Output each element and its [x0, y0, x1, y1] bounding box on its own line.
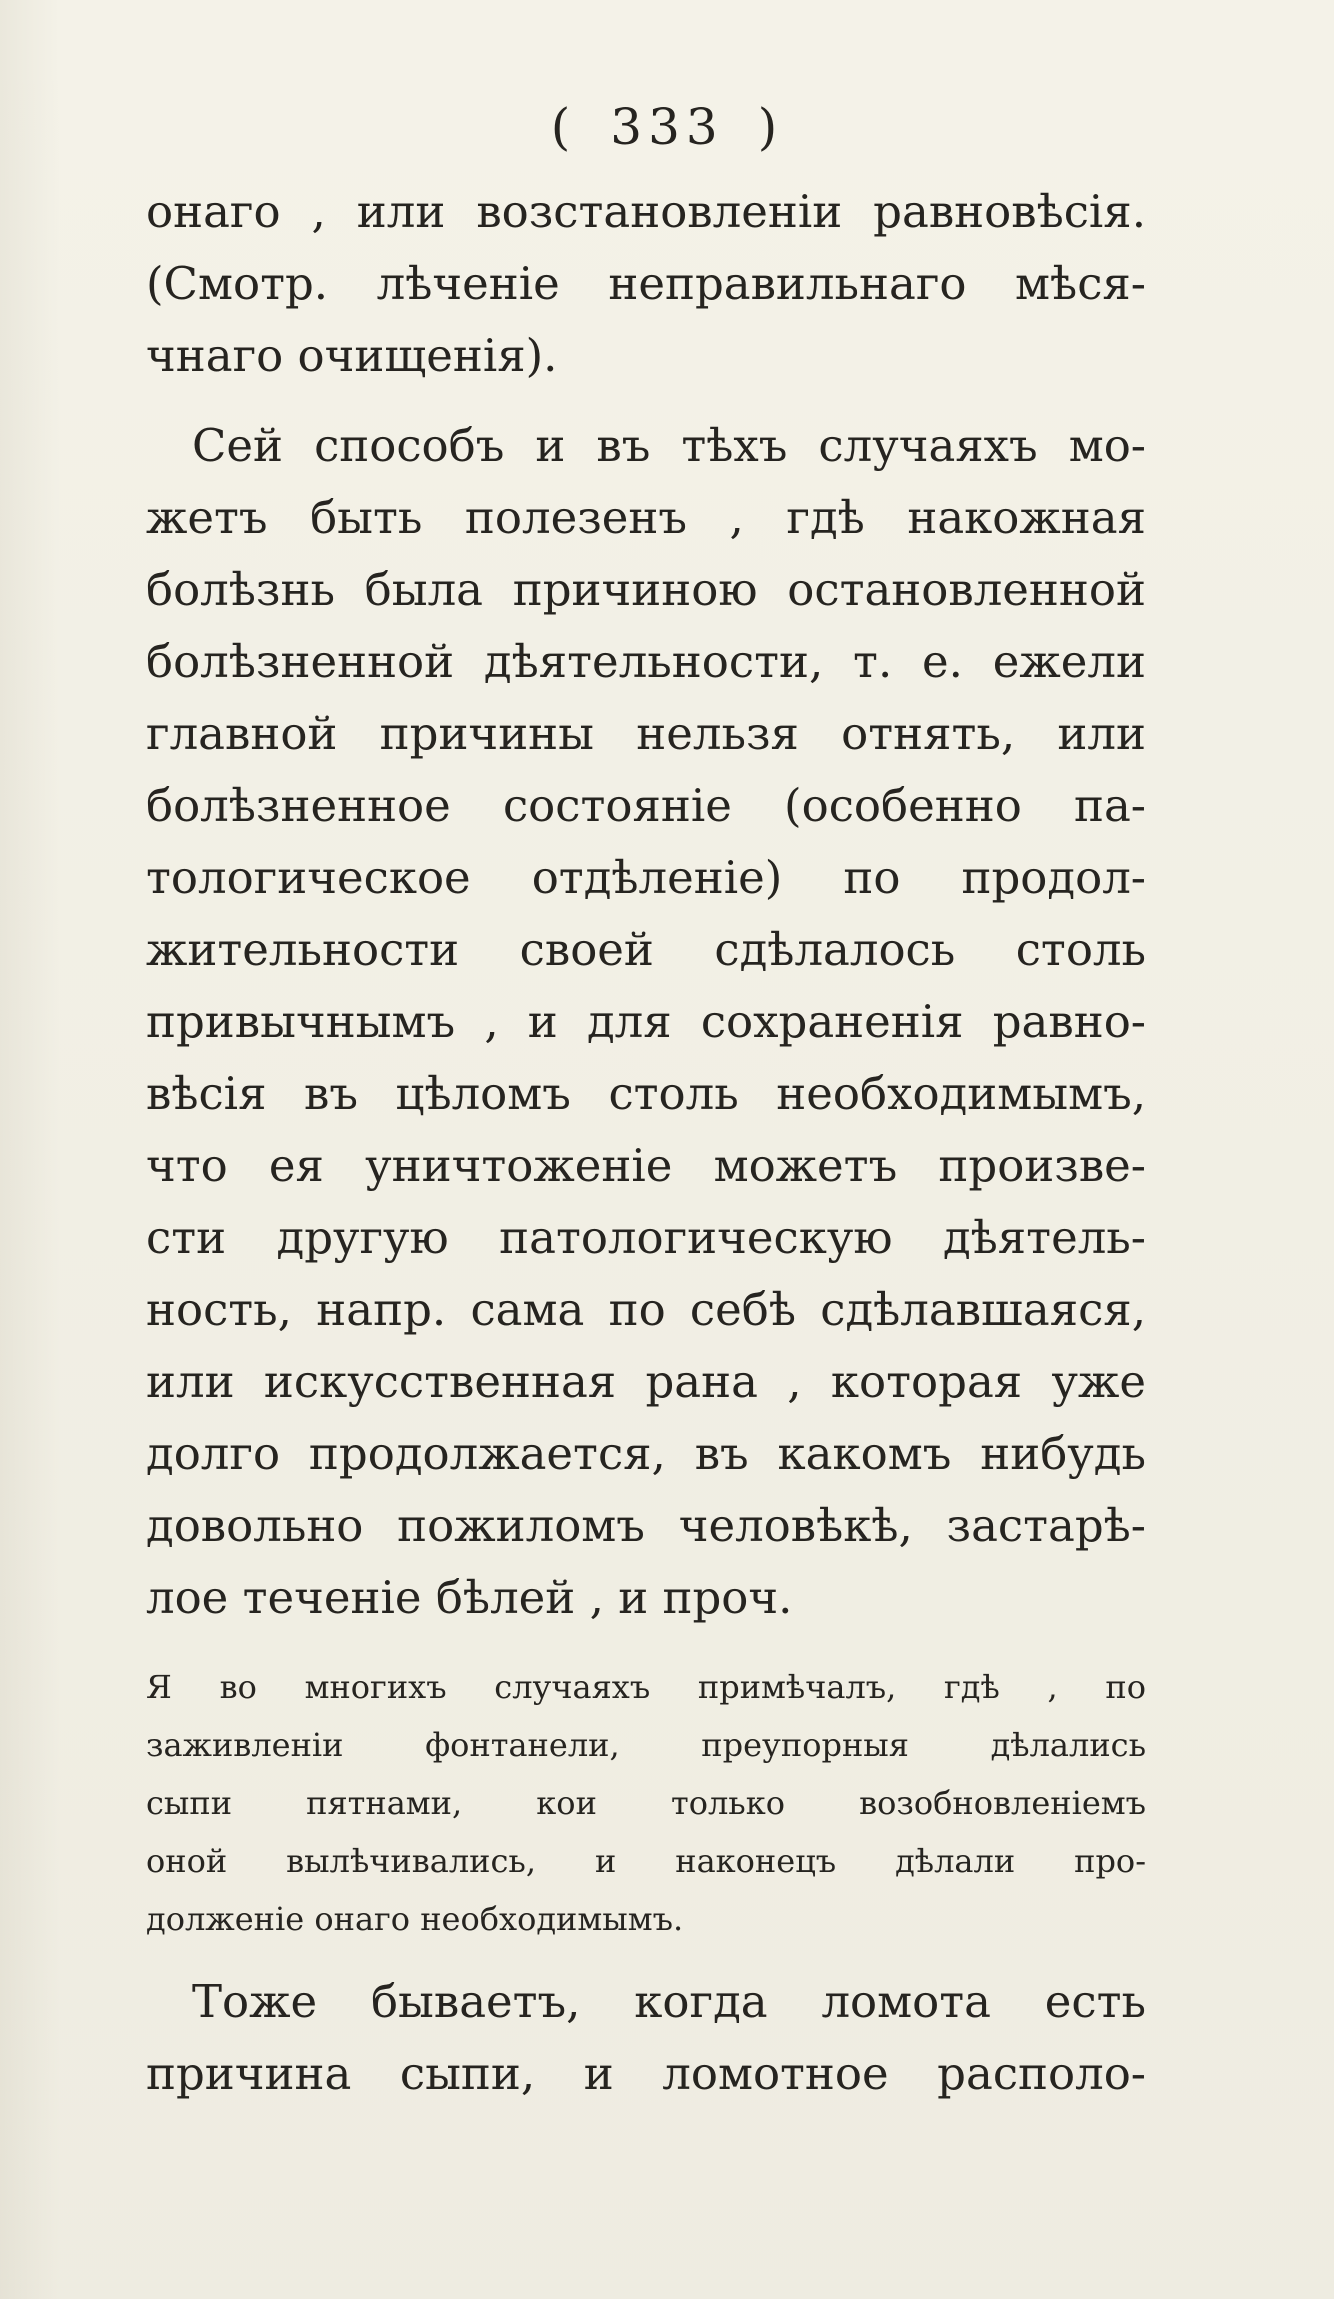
text-line: причина сыпи, и ломотное располо-	[146, 2047, 1146, 2100]
text-line: чнаго очищенія).	[146, 329, 558, 382]
text-line: тологическое отдѣленіе) по продол-	[146, 851, 1146, 904]
page-number	[0, 98, 1334, 156]
text-line: заживленіи фонтанели, преупорныя дѣлались	[146, 1726, 1146, 1764]
text-line: лое теченіе бѣлей , и проч.	[146, 1571, 793, 1624]
text-line: вѣсія въ цѣломъ столь необходимымъ,	[146, 1067, 1146, 1120]
text-line: онаго , или возстановленіи равновѣсія.	[146, 185, 1146, 238]
text-line: довольно пожиломъ человѣкѣ, застарѣ-	[146, 1499, 1146, 1552]
paragraph-4	[146, 1966, 1146, 2110]
text-line: долженіе онаго необходимымъ.	[146, 1900, 684, 1938]
paren-open: (	[550, 98, 577, 156]
text-line: Сей способъ и въ тѣхъ случаяхъ мо-	[192, 419, 1146, 472]
text-line: Тоже бываетъ, когда ломота есть	[192, 1975, 1146, 2028]
page-number-value: 333	[610, 98, 724, 156]
text-line: ность, напр. сама по себѣ сдѣлавшаяся,	[146, 1283, 1146, 1336]
text-line: сти другую патологическую дѣятель-	[146, 1211, 1146, 1264]
body-text	[146, 176, 1146, 2110]
text-line: оной вылѣчивались, и наконецъ дѣлали про-	[146, 1842, 1146, 1880]
text-line: Я во многихъ случаяхъ примѣчалъ, гдѣ , по	[146, 1668, 1146, 1706]
text-line: жетъ быть полезенъ , гдѣ накожная	[146, 491, 1146, 544]
text-line: или искусственная рана , которая уже	[146, 1355, 1146, 1408]
paragraph-3-small	[146, 1658, 1146, 1948]
paragraph-2	[146, 410, 1146, 1634]
text-line: болѣзненное состояніе (особенно па-	[146, 779, 1146, 832]
paren-close: )	[757, 98, 784, 156]
paragraph-1	[146, 176, 1146, 392]
text-line: главной причины нельзя отнять, или	[146, 707, 1146, 760]
text-line: (Смотр. лѣченіе неправильнаго мѣся-	[146, 257, 1146, 310]
text-line: болѣзненной дѣятельности, т. е. ежели	[146, 635, 1146, 688]
text-line: болѣзнь была причиною остановленной	[146, 563, 1146, 616]
text-line: привычнымъ , и для сохраненія равно-	[146, 995, 1146, 1048]
text-line: сыпи пятнами, кои только возобновленіемъ	[146, 1784, 1146, 1822]
text-line: жительности своей сдѣлалось столь	[146, 923, 1146, 976]
text-line: долго продолжается, въ какомъ нибудь	[146, 1427, 1146, 1480]
text-line: что ея уничтоженіе можетъ произве-	[146, 1139, 1146, 1192]
